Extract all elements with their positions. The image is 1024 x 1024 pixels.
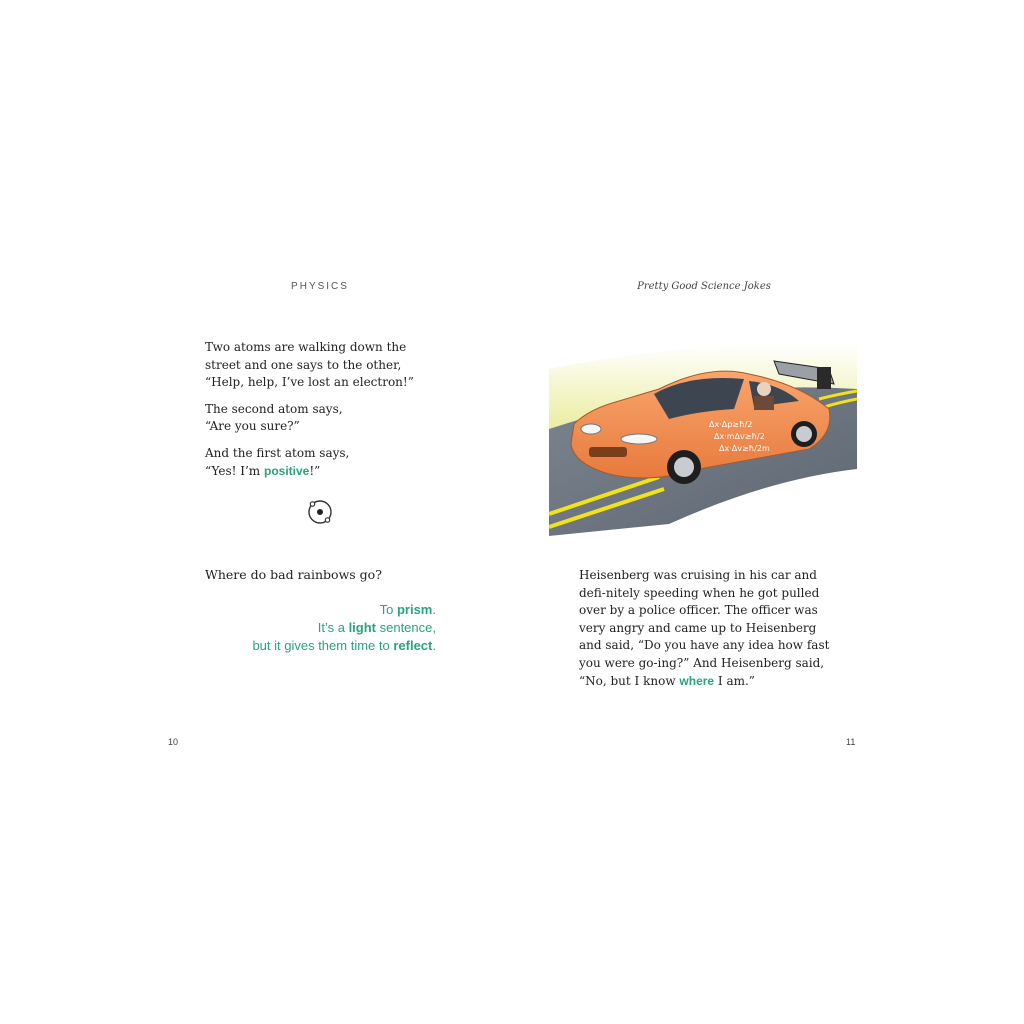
- punchline-word: where: [679, 673, 715, 688]
- text-line: The second atom says,: [205, 401, 343, 416]
- text-line: Two atoms are walking down the: [205, 340, 407, 354]
- bold-word: light: [348, 620, 376, 635]
- svg-text:Δx·mΔv≥ħ/2: Δx·mΔv≥ħ/2: [714, 432, 765, 441]
- text-line: “Yes! I’m: [205, 463, 264, 478]
- atom-icon: [306, 498, 334, 526]
- joke-atoms: Two atoms are walking down the street and one says to the other, “Help, help, I’ve lost an electron!” The second atom says, “Are you sure?” And the first atom says, “Yes! I’m positive!”: [205, 340, 414, 478]
- joke-rainbow-question: Where do bad rainbows go?: [205, 567, 382, 582]
- svg-text:Δx·Δv≥ħ/2m: Δx·Δv≥ħ/2m: [719, 444, 770, 453]
- text-line: And the first atom says,: [205, 445, 350, 460]
- text-line: “Help, help, I’ve lost an electron!”: [205, 375, 414, 390]
- sports-car-image: [549, 339, 857, 536]
- car-illustration: [549, 339, 857, 536]
- page-number-right: 11: [846, 737, 856, 747]
- page-number-left: 10: [168, 737, 179, 747]
- bold-word: reflect: [393, 638, 433, 653]
- text-line: street and one says to the other,: [205, 357, 402, 372]
- joke-heisenberg: Heisenberg was cruising in his car and defi-nitely speeding when he got pulled over by a police officer. The officer was very angry and came up to Heisenberg and said, “Do you have any idea how fast you were go-ing?” And Heisenberg said, “No, but I know where I am.”: [579, 568, 830, 688]
- punchline-word: positive: [264, 463, 310, 478]
- bold-word: prism: [396, 602, 433, 617]
- running-head-left: PHYSICS: [291, 281, 349, 292]
- joke-rainbow-answer: To prism. It’s a light sentence, but it gives them time to reflect.: [252, 602, 436, 653]
- svg-text:Δx·Δp≥ħ/2: Δx·Δp≥ħ/2: [709, 420, 753, 429]
- text-line: “Are you sure?”: [205, 419, 300, 434]
- running-head-right: Pretty Good Science Jokes: [637, 281, 771, 292]
